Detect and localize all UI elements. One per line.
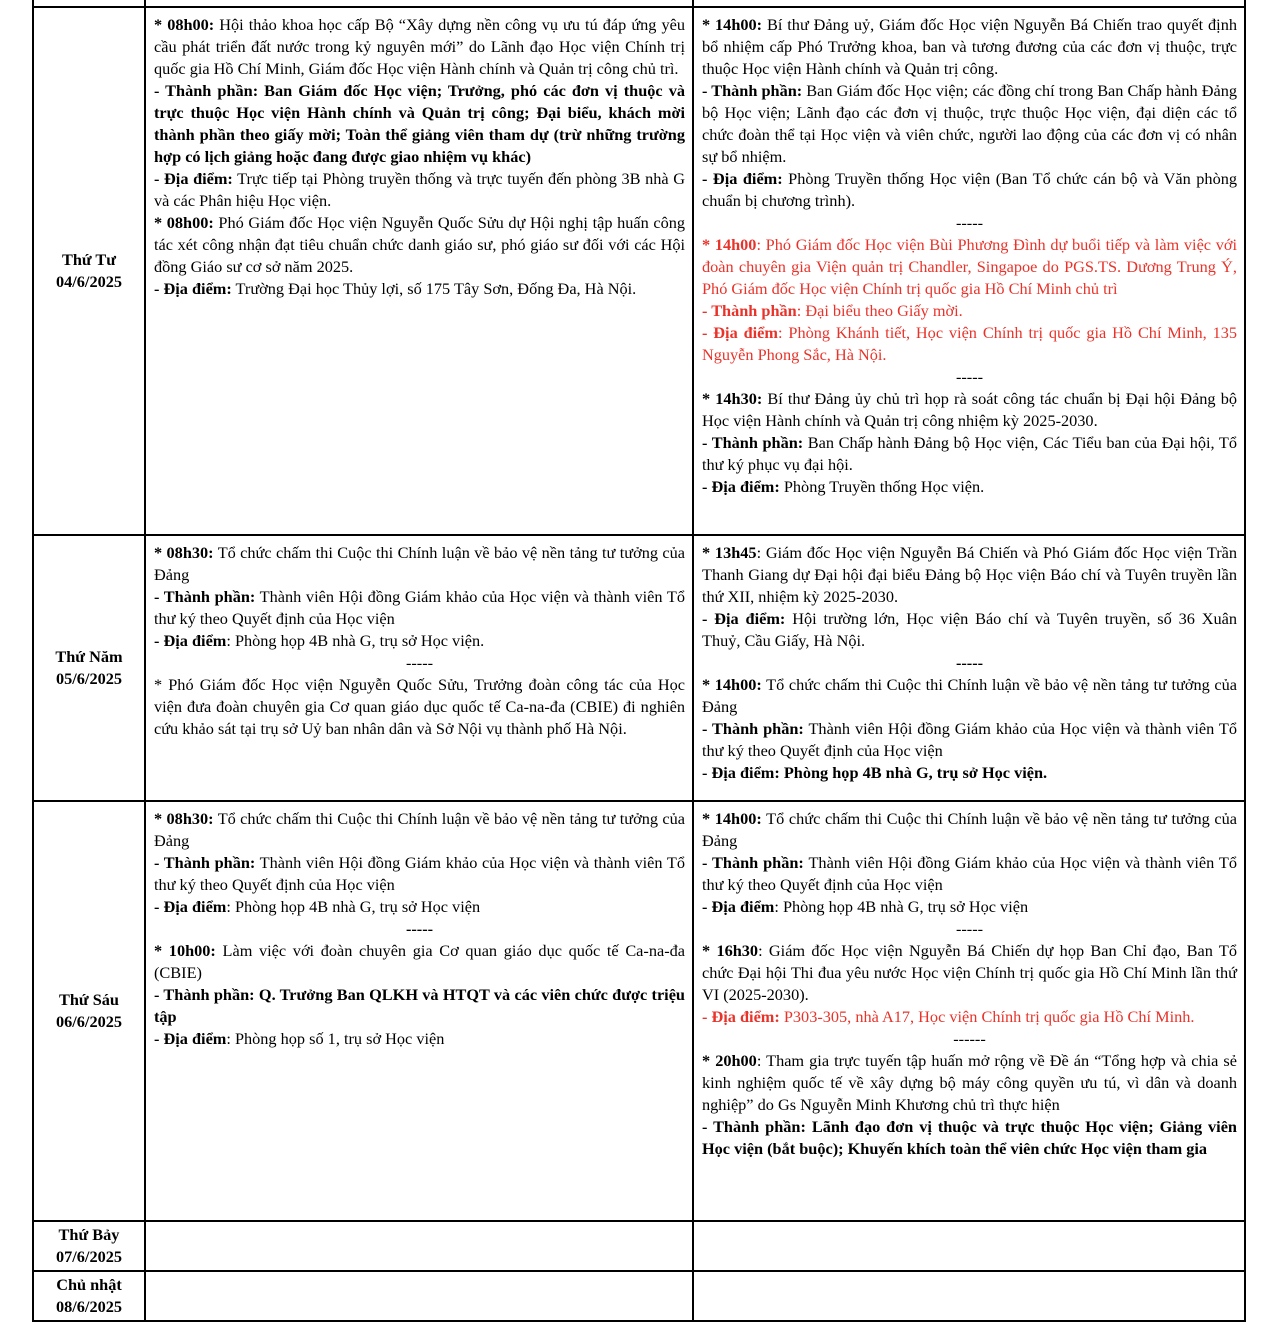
separator: ----- [955,919,984,938]
event-location: : Phòng Khánh tiết, Học viện Chính trị quốc gia Hồ Chí Minh, 135 Nguyễn Phong Sắc, Hà Nội. [702,323,1237,364]
event-time: * 14h00 [702,235,757,254]
day-cell [33,535,145,801]
event-participants: Thành viên Hội đồng Giám khảo của Học viện và thành viên Tổ thư ký theo Quyết định của Học viện [154,587,685,628]
event-text: Tổ chức chấm thi Cuộc thi Chính luận về bảo vệ nền tảng tư tưởng của Đảng [154,809,685,850]
event-participants-label: - Thành phần: [702,81,803,100]
event-entry [702,674,1237,784]
event-time: * 08h00: [154,213,214,232]
event-location: Hội trường lớn, Học viện Báo chí và Tuyên truyền, số 36 Xuân Thuỷ, Cầu Giấy, Hà Nội. [702,609,1237,650]
event-entry [154,542,685,652]
separator: ----- [955,367,984,386]
morning-cell [145,1271,693,1321]
day-name: Chủ nhật [56,1275,122,1294]
event-location: Trực tiếp tại Phòng truyền thống và trực tuyến đến phòng 3B nhà G và các Phân hiệu Học viện. [154,169,685,210]
event-participants-label: - Thành phần: [702,433,804,452]
separator: ----- [955,213,984,232]
event-location-label: - Địa điểm [154,897,227,916]
event-text: : Giám đốc Học viện Nguyễn Bá Chiến dự họp Ban Chỉ đạo, Ban Tổ chức Đại hội Thi đua yêu nước Học viện Chính trị quốc gia Hồ Chí Minh lần thứ VI (2025-2030). [702,941,1237,1004]
event-location: : Phòng họp 4B nhà G, trụ sở Học viện [774,897,1029,916]
afternoon-cell [693,801,1245,1221]
event-location: Phòng Truyền thống Học viện (Ban Tổ chức cán bộ và Văn phòng chuẩn bị chương trình). [702,169,1237,210]
table-row [33,1271,1245,1321]
event-time: * 20h00 [702,1051,757,1070]
day-date: 06/6/2025 [55,1012,123,1031]
event-time: * 13h45 [702,543,757,562]
event-text: Hội thảo khoa học cấp Bộ “Xây dựng nền công vụ ưu tú đáp ứng yêu cầu phát triển đất nước trong kỷ nguyên mới” do Lãnh đạo Học viện Chính trị quốc gia Hồ Chí Minh, Giám đốc Học viện Hành chính và Quản trị công chủ trì. [154,15,685,78]
event-entry [154,808,685,918]
table-row-clipped [33,0,1245,7]
day-name: Thứ Tư [61,250,117,269]
event-participants: Thành viên Hội đồng Giám khảo của Học viện và thành viên Tổ thư ký theo Quyết định của Học viện [154,853,685,894]
event-text: Phó Giám đốc Học viện Nguyễn Quốc Sửu dự Hội nghị tập huấn công tác xét công nhận đạt tiêu chuẩn chức danh giáo sư, phó giáo sư đối với các Hội đồng Giáo sư cơ sở năm 2025. [154,213,685,276]
event-participants: - Thành phần: Q. Trưởng Ban QLKH và HTQT và các viên chức được triệu tập [154,985,685,1026]
day-date: 05/6/2025 [55,669,123,688]
event-entry-highlighted [702,234,1237,366]
event-entry: * Phó Giám đốc Học viện Nguyễn Quốc Sửu, Trưởng đoàn công tác của Học viện đưa đoàn chuyên gia Cơ quan giáo dục quốc tế Ca-na-đa (CBIE) đi nghiên cứu khảo sát tại trụ sở Uỷ ban nhân dân và Sở Nội vụ thành phố Hà Nội. [154,675,685,738]
event-participants: Thành viên Hội đồng Giám khảo của Học viện và thành viên Tổ thư ký theo Quyết định của Học viện [702,853,1237,894]
event-entry [702,388,1237,498]
clipped-cell [145,0,693,7]
event-time: * 14h30: [702,389,763,408]
event-entry [154,940,685,1050]
morning-cell [145,801,693,1221]
separator: ------ [953,1029,986,1048]
event-location: - Địa điểm: Phòng họp 4B nhà G, trụ sở Học viện. [702,763,1048,782]
day-name: Thứ Năm [55,647,123,666]
event-time: * 16h30 [702,941,759,960]
day-cell [33,1271,145,1321]
event-participants: Ban Chấp hành Đảng bộ Học viện, Các Tiểu ban của Đại hội, Tổ thư ký phục vụ đại hội. [702,433,1237,474]
event-location: : Phòng họp số 1, trụ sở Học viện [226,1029,445,1048]
event-entry [702,14,1237,212]
event-text: Làm việc với đoàn chuyên gia Cơ quan giáo dục quốc tế Ca-na-đa (CBIE) [154,941,685,982]
morning-cell [145,7,693,535]
event-text: Tổ chức chấm thi Cuộc thi Chính luận về bảo vệ nền tảng tư tưởng của Đảng [702,809,1237,850]
event-location-label: - Địa điểm [702,323,778,342]
day-date: 07/6/2025 [55,1247,123,1266]
event-participants-label: - Thành phần [702,301,797,320]
event-text: : Phó Giám đốc Học viện Bùi Phương Đình dự buổi tiếp và làm việc với đoàn chuyên gia Viện quản trị Chandler, Singapoe do PGS.TS. Dương Trung Ý, Phó Giám đốc Học viện Chính trị quốc gia Hồ Chí Minh chủ trì [702,235,1237,298]
separator: ----- [955,653,984,672]
event-text: Tổ chức chấm thi Cuộc thi Chính luận về bảo vệ nền tảng tư tưởng của Đảng [702,675,1237,716]
event-location-label: - Địa điểm [702,897,775,916]
event-participants-label: - Thành phần: [154,587,256,606]
day-name: Thứ Bảy [58,1225,120,1244]
day-date: 08/6/2025 [55,1297,123,1316]
day-date: 04/6/2025 [55,272,123,291]
event-entry [702,1050,1237,1160]
event-time: * 14h00: [702,809,762,828]
event-location: : Phòng họp 4B nhà G, trụ sở Học viện. [226,631,485,650]
event-text: Tổ chức chấm thi Cuộc thi Chính luận về bảo vệ nền tảng tư tưởng của Đảng [154,543,685,584]
event-entry [702,940,1237,1028]
event-text: : Tham gia trực tuyến tập huấn mở rộng về Đề án “Tổng hợp và chia sẻ kinh nghiệm quốc tế về xây dựng bộ máy công quyền ưu tú, vì dân và doanh nghiệp” do Gs Nguyễn Minh Khương chủ trì thực hiện [702,1051,1237,1114]
morning-cell [145,1221,693,1271]
event-participants: : Đại biểu theo Giấy mời. [796,301,963,320]
table-row [33,1221,1245,1271]
event-time: * 14h00: [702,15,763,34]
schedule-table [32,0,1246,1322]
day-cell [33,801,145,1221]
afternoon-cell [693,1221,1245,1271]
event-time: * 08h30: [154,543,214,562]
event-participants-label: - Thành phần: [702,853,804,872]
event-location: Trường Đại học Thủy lợi, số 175 Tây Sơn, Đống Đa, Hà Nội. [231,279,637,298]
event-participants-label: - Thành phần: [702,719,804,738]
separator: ----- [405,919,434,938]
table-row [33,7,1245,535]
event-entry [702,808,1237,918]
event-location-label: - Địa điểm: [702,1007,780,1026]
event-time: * 14h00: [702,675,762,694]
afternoon-cell [693,535,1245,801]
day-name: Thứ Sáu [58,990,119,1009]
table-row [33,801,1245,1221]
event-text: : Giám đốc Học viện Nguyễn Bá Chiến và Phó Giám đốc Học viện Trần Thanh Giang dự Đại hội đại biểu Đảng bộ Học viện Báo chí và Tuyên truyền lần thứ XII, nhiệm kỳ 2025-2030. [702,543,1237,606]
event-entry [702,542,1237,652]
event-location: P303-305, nhà A17, Học viện Chính trị quốc gia Hồ Chí Minh. [779,1007,1195,1026]
event-location-label: - Địa điểm: [702,169,783,188]
event-location-label: - Địa điểm [154,1029,227,1048]
event-participants-label: - Thành phần: [154,853,256,872]
event-location: Phòng Truyền thống Học viện. [779,477,985,496]
event-location-label: - Địa điểm: [154,279,232,298]
event-time: * 10h00: [154,941,216,960]
day-cell [33,7,145,535]
event-entry [154,14,685,300]
event-location: : Phòng họp 4B nhà G, trụ sở Học viện [226,897,481,916]
day-cell [33,1221,145,1271]
afternoon-cell [693,1271,1245,1321]
event-text: Bí thư Đảng ủy chủ trì họp rà soát công tác chuẩn bị Đại hội Đảng bộ Học viện Hành chính và Quản trị công nhiệm kỳ 2025-2030. [702,389,1237,430]
weekly-schedule [32,0,1244,1322]
afternoon-cell [693,7,1245,535]
event-location-label: - Địa điểm [154,631,227,650]
event-participants: - Thành phần: Lãnh đạo đơn vị thuộc và trực thuộc Học viện; Giảng viên Học viện (bắt buộc); Khuyến khích toàn thể viên chức Học viện tham gia [702,1117,1237,1158]
event-location-label: - Địa điểm: [154,169,233,188]
event-participants: Thành viên Hội đồng Giám khảo của Học viện và thành viên Tổ thư ký theo Quyết định của Học viện [702,719,1237,760]
event-text: Bí thư Đảng uỷ, Giám đốc Học viện Nguyễn Bá Chiến trao quyết định bổ nhiệm cấp Phó Trưởng khoa, ban và tương đương của các đơn vị thuộc, trực thuộc Học viện Hành chính và Quản trị công. [702,15,1237,78]
morning-cell [145,535,693,801]
clipped-cell [693,0,1245,7]
separator: ----- [405,653,434,672]
event-time: * 08h30: [154,809,214,828]
event-location-label: - Địa điểm: [702,477,780,496]
event-participants: Ban Giám đốc Học viện; các đồng chí trong Ban Chấp hành Đảng bộ Học viện; Lãnh đạo các đơn vị thuộc, trực thuộc Học viện, đại diện các tổ chức đoàn thể tại Học viện và viên chức, người lao động của các đơn vị có nhân sự bổ nhiệm. [702,81,1237,166]
event-participants: - Thành phần: Ban Giám đốc Học viện; Trưởng, phó các đơn vị thuộc và trực thuộc Học viện Hành chính và Quản trị công; Đại biểu, khách mời thành phần theo giấy mời; Toàn thể giảng viên tham dự (trừ những trường hợp có lịch giảng hoặc đang được giao nhiệm vụ khác) [154,81,685,166]
table-row [33,535,1245,801]
event-time: * 08h00: [154,15,215,34]
event-location-label: - Địa điểm: [702,609,786,628]
clipped-cell [33,0,145,7]
